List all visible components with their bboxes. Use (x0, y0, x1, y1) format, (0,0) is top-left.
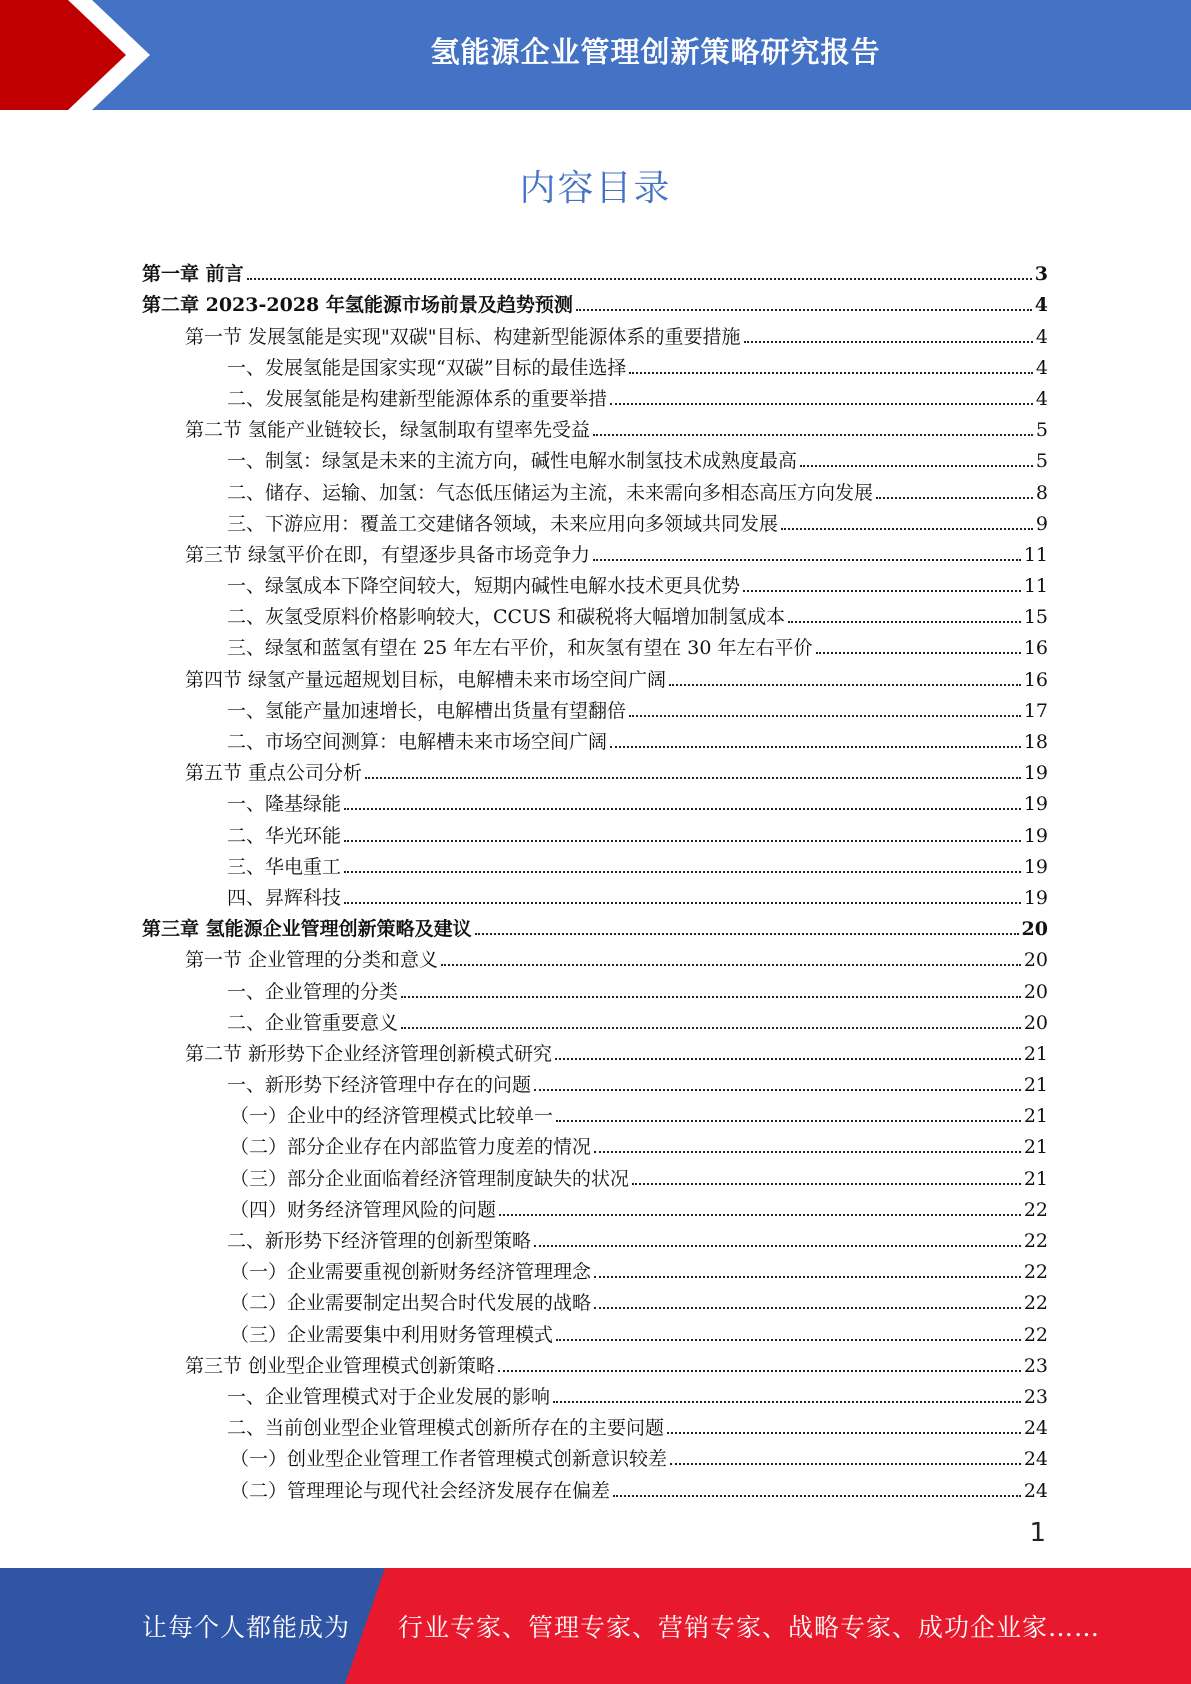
toc-entry[interactable] (142, 1470, 1048, 1501)
toc-entry-page: 24 (1023, 1417, 1048, 1440)
footer-slogan-left: 让每个人都能成为 (142, 1613, 351, 1642)
toc-entry[interactable] (142, 1346, 1048, 1377)
toc-entry-title: 第三章 氢能源企业管理创新策略及建议 (142, 918, 472, 941)
toc-dot-leader (593, 559, 1021, 561)
toc-entry-title: （一）创业型企业管理工作者管理模式创新意识较差 (230, 1448, 668, 1471)
toc-dot-leader (556, 1120, 1021, 1122)
toc-entry[interactable] (142, 441, 1048, 472)
toc-entry-page: 15 (1023, 606, 1048, 629)
toc-entry-page: 24 (1023, 1448, 1048, 1471)
toc-entry-page: 20 (1023, 949, 1048, 972)
toc-entry-title: 一、制氢：绿氢是未来的主流方向，碱性电解水制氢技术成熟度最高 (227, 450, 798, 473)
toc-entry[interactable] (142, 504, 1048, 535)
toc-entry[interactable] (142, 1158, 1048, 1189)
toc-entry-page: 3 (1034, 263, 1048, 286)
toc-dot-leader (800, 465, 1033, 467)
toc-entry-page: 21 (1023, 1136, 1048, 1159)
toc-entry-title: 二、当前创业型企业管理模式创新所存在的主要问题 (227, 1417, 665, 1440)
toc-entry-page: 22 (1023, 1198, 1048, 1221)
toc-dot-leader (670, 1463, 1021, 1465)
toc-entry-title: 一、绿氢成本下降空间较大，短期内碱性电解水技术更具优势 (227, 575, 741, 598)
toc-entry-title: （三）企业需要集中利用财务管理模式 (230, 1323, 554, 1346)
toc-entry-page: 19 (1023, 762, 1048, 785)
toc-dot-leader (534, 1245, 1021, 1247)
toc-entry-page: 23 (1023, 1385, 1048, 1408)
toc-entry[interactable] (142, 472, 1048, 503)
toc-entry-title: 二、华光环能 (227, 824, 342, 847)
toc-entry-page: 4 (1034, 294, 1048, 317)
toc-entry-title: 二、市场空间测算：电解槽未来市场空间广阔 (227, 731, 608, 753)
toc-dot-leader (365, 777, 1021, 779)
toc-dot-leader (629, 372, 1032, 374)
toc-entry-title: 三、华电重工 (227, 855, 342, 878)
toc-entry-page: 19 (1023, 886, 1048, 909)
toc-entry-title: 三、绿氢和蓝氢有望在 25 年左右平价，和灰氢有望在 30 年左右平价 (227, 637, 813, 660)
toc-entry-page: 16 (1023, 668, 1048, 691)
toc-entry-title: 第三节 绿氢平价在即，有望逐步具备市场竞争力 (185, 543, 591, 566)
toc-entry-page: 19 (1023, 824, 1048, 847)
toc-entry-title: （四）财务经济管理风险的问题 (230, 1198, 497, 1221)
toc-entry-page: 19 (1023, 793, 1048, 816)
toc-entry-page: 5 (1035, 450, 1048, 473)
toc-entry[interactable] (142, 1190, 1048, 1221)
toc-entry-page: 8 (1035, 481, 1048, 504)
toc-entry[interactable] (142, 940, 1048, 971)
toc-dot-leader (344, 808, 1021, 810)
toc-entry[interactable] (142, 1065, 1048, 1096)
toc-entry-page: 21 (1023, 1074, 1048, 1097)
toc-entry[interactable] (142, 379, 1048, 410)
toc-entry-page: 4 (1035, 325, 1048, 348)
toc-dot-leader (629, 715, 1021, 717)
toc-entry[interactable] (142, 691, 1048, 722)
toc-entry-title: （二）企业需要制定出契合时代发展的战略 (230, 1292, 592, 1315)
toc-entry-title: 第一节 企业管理的分类和意义 (185, 949, 439, 972)
toc-entry[interactable] (142, 410, 1048, 441)
toc-entry-title: 一、氢能产量加速增长，电解槽出货量有望翻倍 (227, 699, 627, 722)
toc-dot-leader (876, 497, 1033, 499)
toc-entry-title: 一、企业管理模式对于企业发展的影响 (227, 1385, 551, 1408)
toc-entry[interactable] (142, 535, 1048, 566)
toc-entry-title: 二、储存、运输、加氢：气态低压储运为主流，未来需向多相态高压方向发展 (227, 481, 874, 504)
toc-entry-title: 第一节 发展氢能是实现"双碳"目标、构建新型能源体系的重要措施 (185, 325, 741, 348)
toc-dot-leader (576, 309, 1032, 311)
toc-entry-page: 21 (1023, 1167, 1048, 1190)
toc-entry-title: 第二节 氢能产业链较长，绿氢制取有望率先受益 (185, 419, 591, 442)
toc-entry[interactable] (142, 254, 1048, 285)
toc-entry-page: 20 (1021, 918, 1048, 941)
toc-entry-title: （三）部分企业面临着经济管理制度缺失的状况 (230, 1167, 630, 1190)
toc-entry[interactable] (142, 1034, 1048, 1065)
toc-entry-title: （二）管理理论与现代社会经济发展存在偏差 (230, 1479, 611, 1502)
toc-dot-leader (632, 1183, 1021, 1185)
toc-entry-title: 第一章 前言 (142, 263, 244, 286)
toc-entry[interactable] (142, 597, 1048, 628)
toc-entry-page: 5 (1035, 419, 1048, 442)
toc-entry-title: 三、下游应用：覆盖工交建储各领域，未来应用向多领域共同发展 (227, 512, 779, 535)
toc-dot-leader (743, 590, 1021, 592)
toc-dot-leader (401, 1027, 1021, 1029)
toc-dot-leader (594, 1276, 1021, 1278)
toc-dot-leader (610, 403, 1033, 405)
toc-entry-title: 二、灰氢受原料价格影响较大，CCUS 和碳税将大幅增加制氢成本 (227, 606, 786, 629)
toc-dot-leader (441, 964, 1021, 966)
toc-entry[interactable] (142, 566, 1048, 597)
toc-entry[interactable] (142, 1377, 1048, 1408)
toc-entry[interactable] (142, 1127, 1048, 1158)
toc-entry[interactable] (142, 659, 1048, 690)
page-number: 1 (1029, 1518, 1046, 1548)
toc-entry[interactable] (142, 878, 1048, 909)
toc-entry-page: 11 (1023, 543, 1048, 566)
toc-entry[interactable] (142, 1221, 1048, 1252)
toc-entry-title: 一、企业管理的分类 (227, 980, 399, 1003)
toc-entry-page: 22 (1023, 1230, 1048, 1252)
toc-entry-title: 二、发展氢能是构建新型能源体系的重要举措 (227, 387, 608, 410)
toc-entry-title: 一、发展氢能是国家实现“双碳”目标的最佳选择 (227, 356, 627, 379)
toc-entry[interactable] (142, 1096, 1048, 1127)
toc-dot-leader (781, 528, 1033, 530)
toc-entry-title: 第四节 绿氢产量远超规划目标，电解槽未来市场空间广阔 (185, 668, 667, 691)
toc-dot-leader (667, 1432, 1021, 1434)
toc-entry[interactable] (142, 1314, 1048, 1345)
toc-dot-leader (344, 902, 1021, 904)
toc-dot-leader (553, 1401, 1021, 1403)
toc-entry[interactable] (142, 1003, 1048, 1034)
footer-slogan-right: 行业专家、管理专家、营销专家、战略专家、成功企业家…… (398, 1613, 1101, 1642)
toc-dot-leader (344, 840, 1021, 842)
toc-entry-page: 23 (1023, 1354, 1048, 1377)
toc-entry-title: 一、新形势下经济管理中存在的问题 (227, 1074, 532, 1097)
toc-dot-leader (556, 1339, 1021, 1341)
toc-entry-title: 第二节 新形势下企业经济管理创新模式研究 (185, 1042, 553, 1065)
toc-dot-leader (498, 1370, 1021, 1372)
toc-entry-page: 9 (1035, 512, 1048, 535)
toc-entry[interactable] (142, 285, 1048, 316)
toc-dot-leader (499, 1214, 1021, 1216)
toc-dot-leader (475, 933, 1019, 935)
toc-entry[interactable] (142, 1252, 1048, 1283)
toc-entry-title: 第三节 创业型企业管理模式创新策略 (185, 1354, 496, 1377)
toc-entry-page: 22 (1023, 1292, 1048, 1315)
toc-dot-leader (744, 341, 1033, 343)
toc-entry-page: 21 (1023, 1105, 1048, 1128)
toc-entry[interactable] (142, 909, 1048, 940)
toc-entry-page: 20 (1023, 1011, 1048, 1034)
toc-dot-leader (534, 1089, 1021, 1091)
toc-dot-leader (788, 621, 1021, 623)
toc-entry[interactable] (142, 815, 1048, 846)
toc-entry-title: 二、企业管重要意义 (227, 1011, 399, 1034)
report-title: 氢能源企业管理创新策略研究报告 (430, 34, 881, 69)
toc-entry-page: 19 (1023, 855, 1048, 878)
toc-dot-leader (613, 1495, 1021, 1497)
toc-dot-leader (816, 652, 1021, 654)
table-of-contents (142, 254, 1048, 1502)
toc-entry-page: 21 (1023, 1042, 1048, 1065)
toc-entry-title: 二、新形势下经济管理的创新型策略 (227, 1230, 532, 1252)
toc-entry-title: 四、昇辉科技 (227, 886, 342, 909)
toc-entry[interactable] (142, 316, 1048, 347)
toc-dot-leader (247, 278, 1032, 280)
toc-entry-page: 24 (1023, 1479, 1048, 1502)
toc-entry-page: 20 (1023, 980, 1048, 1003)
toc-entry-page: 4 (1035, 356, 1048, 379)
toc-entry-title: （一）企业中的经济管理模式比较单一 (230, 1105, 554, 1128)
toc-entry[interactable] (142, 722, 1048, 753)
toc-entry-page: 22 (1023, 1323, 1048, 1346)
toc-entry[interactable] (142, 1408, 1048, 1439)
toc-dot-leader (593, 434, 1033, 436)
toc-entry-title: （一）企业需要重视创新财务经济管理理念 (230, 1261, 592, 1284)
toc-dot-leader (555, 1058, 1021, 1060)
toc-entry-title: （二）部分企业存在内部监管力度差的情况 (230, 1136, 592, 1159)
toc-entry-title: 第五节 重点公司分析 (185, 762, 363, 785)
toc-entry-page: 17 (1023, 699, 1048, 722)
toc-dot-leader (669, 684, 1021, 686)
toc-entry-page: 4 (1035, 387, 1048, 410)
toc-entry[interactable] (142, 628, 1048, 659)
toc-entry-title: 第二章 2023-2028 年氢能源市场前景及趋势预测 (142, 294, 573, 317)
toc-entry-page: 16 (1023, 637, 1048, 660)
toc-heading: 内容目录 (519, 168, 672, 209)
toc-entry[interactable] (142, 784, 1048, 815)
toc-entry[interactable] (142, 753, 1048, 784)
toc-entry[interactable] (142, 971, 1048, 1002)
toc-entry-page: 18 (1023, 731, 1048, 753)
toc-dot-leader (594, 1307, 1021, 1309)
toc-dot-leader (610, 746, 1021, 748)
toc-dot-leader (401, 996, 1021, 998)
toc-entry[interactable] (142, 1283, 1048, 1314)
toc-entry-page: 22 (1023, 1261, 1048, 1284)
toc-entry[interactable] (142, 1439, 1048, 1470)
toc-entry[interactable] (142, 847, 1048, 878)
footer-band (0, 1568, 1191, 1684)
toc-dot-leader (594, 1151, 1021, 1153)
toc-entry-page: 11 (1023, 575, 1048, 598)
toc-entry-title: 一、隆基绿能 (227, 793, 342, 816)
toc-dot-leader (344, 871, 1021, 873)
toc-entry[interactable] (142, 348, 1048, 379)
